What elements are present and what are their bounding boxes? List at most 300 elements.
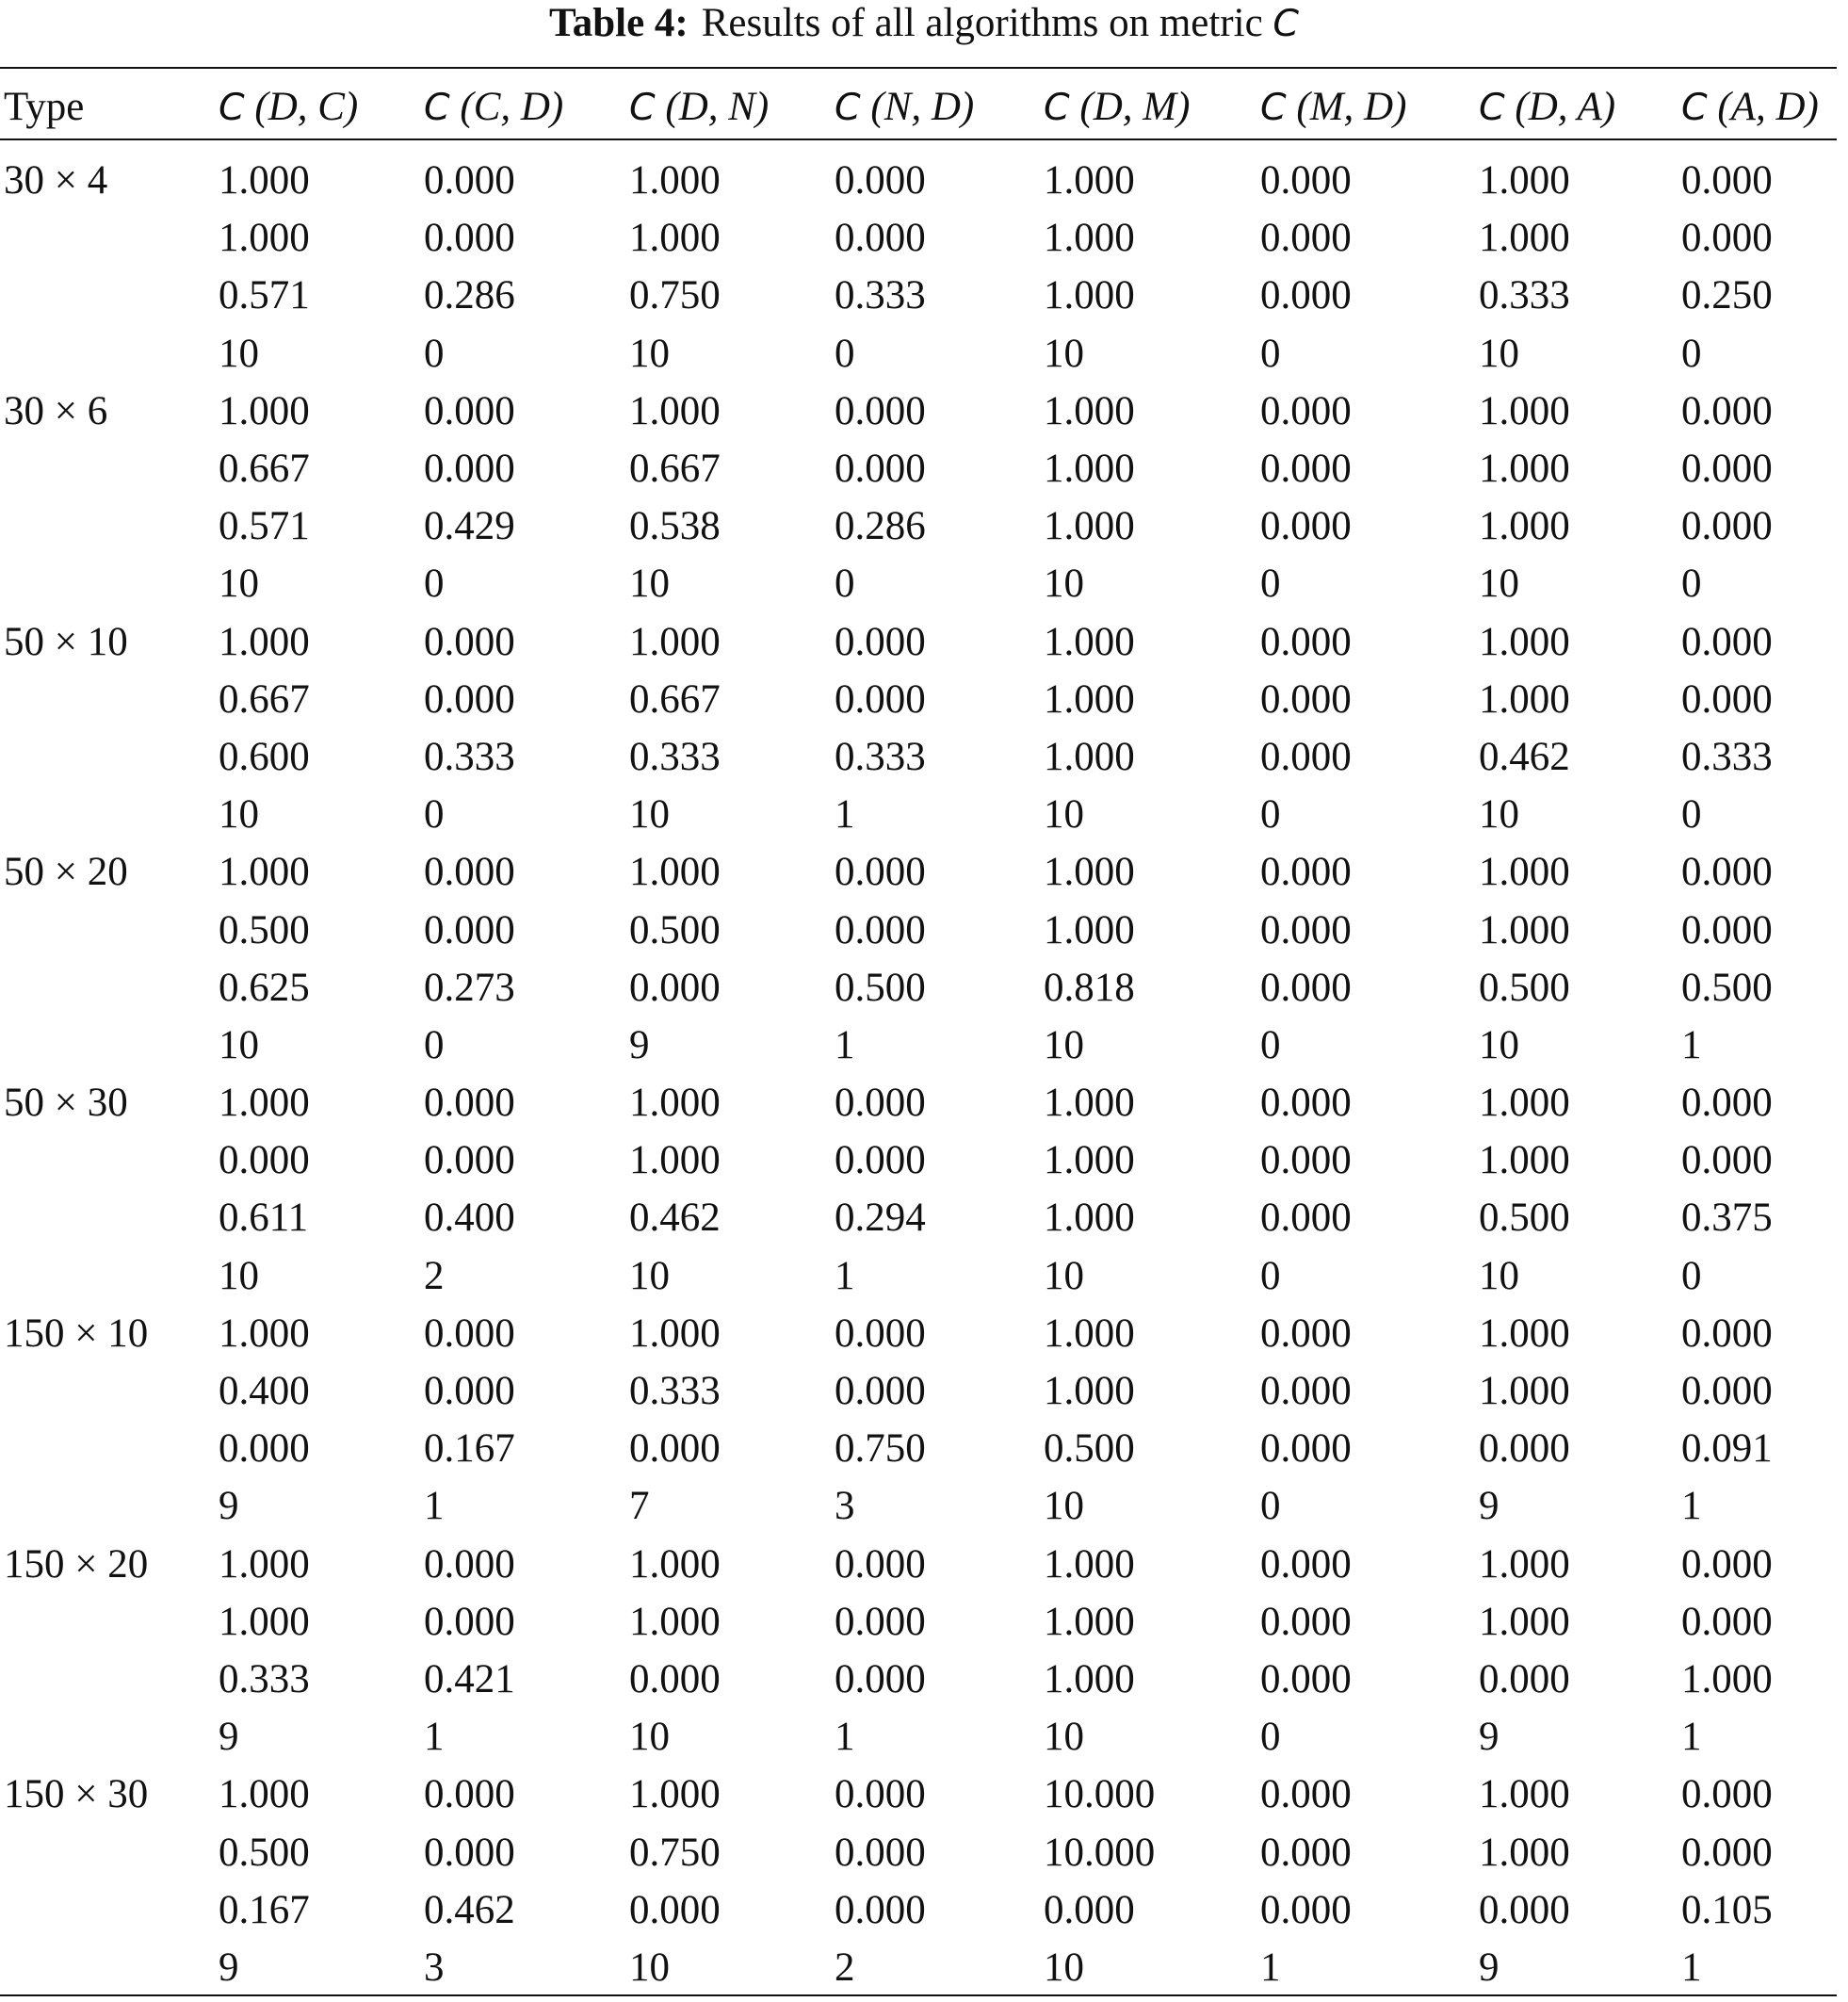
value-cell: 0 xyxy=(424,331,445,376)
table-row xyxy=(0,1823,1837,1880)
value-cell: 1.000 xyxy=(1044,676,1135,722)
value-cell: 0.333 xyxy=(1681,734,1773,779)
type-cell: 30 × 6 xyxy=(4,388,108,433)
type-cell: 150 × 30 xyxy=(4,1772,149,1817)
type-cell-empty xyxy=(0,786,219,843)
value-cell: 1.000 xyxy=(219,388,310,433)
value-cell: 1.000 xyxy=(1044,504,1135,549)
value-cell: 1.000 xyxy=(629,1772,721,1817)
table-row xyxy=(0,1651,1837,1708)
value-cell: 10 xyxy=(1044,1022,1084,1067)
type-cell-empty xyxy=(0,1881,219,1939)
value-cell: 0.000 xyxy=(424,388,515,433)
table-row xyxy=(0,555,1837,612)
value-cell: 10 xyxy=(1044,1945,1084,1990)
value-cell: 0.000 xyxy=(1260,158,1352,203)
table-top-rule xyxy=(0,67,1837,69)
value-cell: 3 xyxy=(835,1484,855,1529)
value-cell: 10 xyxy=(1479,1253,1519,1298)
value-cell: 0.667 xyxy=(629,447,721,492)
table-row xyxy=(0,1536,1837,1593)
table-row xyxy=(0,1305,1837,1362)
value-cell: 1.000 xyxy=(1479,447,1570,492)
value-cell: 9 xyxy=(219,1715,239,1760)
header-metric-symbol: C xyxy=(1479,86,1505,129)
header-metric-args: (D, N) xyxy=(665,85,770,129)
header-metric-symbol: C xyxy=(629,86,656,129)
value-cell: 1.000 xyxy=(629,158,721,203)
type-cell-empty xyxy=(0,209,219,267)
value-cell: 0.000 xyxy=(629,1887,721,1932)
value-cell: 1 xyxy=(424,1484,445,1529)
value-cell: 0.000 xyxy=(1681,1599,1773,1644)
value-cell: 9 xyxy=(1479,1484,1499,1529)
value-cell: 10 xyxy=(1044,1715,1084,1760)
value-cell: 0.000 xyxy=(629,965,721,1010)
value-cell: 0.000 xyxy=(1681,216,1773,261)
value-cell: 1.000 xyxy=(629,1138,721,1183)
table-caption xyxy=(0,0,1848,52)
value-cell: 0 xyxy=(1260,331,1281,376)
value-cell: 10 xyxy=(629,792,670,838)
header-metric-symbol: C xyxy=(1044,86,1070,129)
value-cell: 0 xyxy=(1681,1253,1702,1298)
value-cell: 0.750 xyxy=(629,273,721,318)
results-table xyxy=(0,75,1837,1996)
value-cell: 0.000 xyxy=(1681,619,1773,664)
value-cell: 0.273 xyxy=(424,965,515,1010)
table-row xyxy=(0,382,1837,440)
table-row xyxy=(0,1074,1837,1131)
value-cell: 10.000 xyxy=(1044,1772,1156,1817)
value-cell: 10 xyxy=(629,1945,670,1990)
value-cell: 0.000 xyxy=(1260,1196,1352,1241)
value-cell: 1.000 xyxy=(1044,907,1135,952)
value-cell: 1 xyxy=(1681,1484,1702,1529)
value-cell: 0.000 xyxy=(1260,676,1352,722)
table-row xyxy=(0,440,1837,497)
value-cell: 0.000 xyxy=(835,1830,926,1875)
value-cell: 0.000 xyxy=(1260,504,1352,549)
value-cell: 1.000 xyxy=(629,850,721,895)
value-cell: 1.000 xyxy=(1044,216,1135,261)
value-cell: 1.000 xyxy=(219,1081,310,1126)
header-metric-3 xyxy=(629,75,835,138)
value-cell: 1 xyxy=(424,1715,445,1760)
value-cell: 10 xyxy=(219,1022,259,1067)
value-cell: 1 xyxy=(835,792,855,838)
header-metric-args: (A, D) xyxy=(1717,85,1819,129)
table-row xyxy=(0,613,1837,671)
value-cell: 0.000 xyxy=(1681,1310,1773,1356)
value-cell: 0.500 xyxy=(1681,965,1773,1010)
value-cell: 1.000 xyxy=(629,388,721,433)
value-cell: 0.000 xyxy=(835,1138,926,1183)
table-row xyxy=(0,1766,1837,1823)
value-cell: 0.000 xyxy=(835,850,926,895)
table-row xyxy=(0,1017,1837,1074)
value-cell: 1.000 xyxy=(629,1541,721,1587)
value-cell: 0.333 xyxy=(219,1656,310,1701)
type-cell-empty xyxy=(0,555,219,612)
value-cell: 1.000 xyxy=(1479,1138,1570,1183)
type-cell-empty xyxy=(0,671,219,728)
value-cell: 1.000 xyxy=(1044,1599,1135,1644)
value-cell: 1.000 xyxy=(1479,388,1570,433)
type-cell-empty xyxy=(0,1651,219,1708)
value-cell: 10 xyxy=(1044,792,1084,838)
table-row xyxy=(0,959,1837,1017)
table-row xyxy=(0,1593,1837,1651)
value-cell: 0 xyxy=(835,331,855,376)
value-cell: 0.462 xyxy=(424,1887,515,1932)
value-cell: 1.000 xyxy=(219,158,310,203)
value-cell: 0 xyxy=(1681,331,1702,376)
value-cell: 0.400 xyxy=(424,1196,515,1241)
header-metric-symbol: C xyxy=(219,86,245,129)
value-cell: 0.000 xyxy=(1681,504,1773,549)
header-metric-1 xyxy=(219,75,424,138)
value-cell: 0.000 xyxy=(835,1887,926,1932)
type-cell: 150 × 20 xyxy=(4,1541,149,1587)
value-cell: 0.000 xyxy=(424,216,515,261)
value-cell: 1.000 xyxy=(629,1599,721,1644)
value-cell: 0.000 xyxy=(1260,1599,1352,1644)
value-cell: 1.000 xyxy=(1479,1310,1570,1356)
value-cell: 0.538 xyxy=(629,504,721,549)
type-cell-empty xyxy=(0,325,219,382)
value-cell: 0.000 xyxy=(1260,734,1352,779)
value-cell: 0.000 xyxy=(1260,965,1352,1010)
value-cell: 2 xyxy=(835,1945,855,1990)
value-cell: 1.000 xyxy=(1479,676,1570,722)
header-metric-5 xyxy=(1044,75,1260,138)
type-cell-empty xyxy=(0,1017,219,1074)
value-cell: 0 xyxy=(1260,1253,1281,1298)
value-cell: 0.000 xyxy=(835,1369,926,1414)
value-cell: 10 xyxy=(1044,1484,1084,1529)
value-cell: 0.000 xyxy=(424,1310,515,1356)
value-cell: 0 xyxy=(424,1022,445,1067)
table-row xyxy=(0,1131,1837,1189)
value-cell: 0.000 xyxy=(835,1310,926,1356)
value-cell: 0.625 xyxy=(219,965,310,1010)
value-cell: 0.000 xyxy=(835,1599,926,1644)
header-metric-args: (N, D) xyxy=(870,85,975,129)
value-cell: 0.000 xyxy=(424,1081,515,1126)
value-cell: 0 xyxy=(1681,792,1702,838)
value-cell: 0.000 xyxy=(424,1369,515,1414)
header-metric-symbol: C xyxy=(424,86,450,129)
value-cell: 10 xyxy=(219,792,259,838)
value-cell: 0.571 xyxy=(219,504,310,549)
value-cell: 10 xyxy=(1044,562,1084,607)
header-metric-symbol: C xyxy=(1260,86,1287,129)
value-cell: 0.000 xyxy=(1260,1656,1352,1701)
value-cell: 1.000 xyxy=(1044,1656,1135,1701)
value-cell: 1.000 xyxy=(1479,158,1570,203)
value-cell: 0.000 xyxy=(835,676,926,722)
type-cell-empty xyxy=(0,1247,219,1305)
value-cell: 0.000 xyxy=(1681,158,1773,203)
value-cell: 1.000 xyxy=(629,1081,721,1126)
value-cell: 0.500 xyxy=(1479,965,1570,1010)
value-cell: 0 xyxy=(1260,562,1281,607)
value-cell: 0.500 xyxy=(1044,1426,1135,1472)
value-cell: 0.000 xyxy=(1260,850,1352,895)
value-cell: 1.000 xyxy=(1479,1772,1570,1817)
value-cell: 0.000 xyxy=(1681,1138,1773,1183)
table-row xyxy=(0,1362,1837,1420)
value-cell: 0.000 xyxy=(1260,1541,1352,1587)
value-cell: 0.250 xyxy=(1681,273,1773,318)
header-metric-args: (C, D) xyxy=(460,85,564,129)
caption-text: Results of all algorithms on metric xyxy=(701,1,1263,45)
value-cell: 0.000 xyxy=(1260,1138,1352,1183)
type-cell-empty xyxy=(0,1420,219,1477)
value-cell: 1.000 xyxy=(1044,1541,1135,1587)
value-cell: 1.000 xyxy=(1044,273,1135,318)
value-cell: 1.000 xyxy=(1044,734,1135,779)
value-cell: 0.000 xyxy=(1681,388,1773,433)
header-metric-args: (D, A) xyxy=(1515,85,1616,129)
value-cell: 1.000 xyxy=(1681,1656,1773,1701)
value-cell: 1.000 xyxy=(1479,850,1570,895)
value-cell: 1.000 xyxy=(219,1599,310,1644)
value-cell: 0.000 xyxy=(1260,1426,1352,1472)
value-cell: 2 xyxy=(424,1253,445,1298)
value-cell: 0.667 xyxy=(629,676,721,722)
value-cell: 7 xyxy=(629,1484,650,1529)
type-cell: 50 × 10 xyxy=(4,619,128,664)
table-row xyxy=(0,1189,1837,1246)
value-cell: 0.167 xyxy=(219,1887,310,1932)
value-cell: 0.400 xyxy=(219,1369,310,1414)
type-cell-empty xyxy=(0,901,219,958)
type-cell-empty xyxy=(0,1823,219,1880)
value-cell: 3 xyxy=(424,1945,445,1990)
value-cell: 0.500 xyxy=(835,965,926,1010)
value-cell: 0.333 xyxy=(629,1369,721,1414)
header-metric-symbol: C xyxy=(835,86,861,129)
value-cell: 1.000 xyxy=(219,850,310,895)
value-cell: 10 xyxy=(629,1253,670,1298)
value-cell: 10 xyxy=(219,331,259,376)
value-cell: 10 xyxy=(1479,331,1519,376)
value-cell: 1.000 xyxy=(1044,1196,1135,1241)
value-cell: 0.000 xyxy=(1260,216,1352,261)
value-cell: 10 xyxy=(1479,1022,1519,1067)
value-cell: 0.000 xyxy=(424,1599,515,1644)
value-cell: 10 xyxy=(629,562,670,607)
table-row xyxy=(0,1477,1837,1535)
value-cell: 1.000 xyxy=(1044,619,1135,664)
value-cell: 0.000 xyxy=(424,1772,515,1817)
value-cell: 10 xyxy=(219,1253,259,1298)
value-cell: 9 xyxy=(1479,1715,1499,1760)
value-cell: 10 xyxy=(1044,1253,1084,1298)
value-cell: 0 xyxy=(424,562,445,607)
value-cell: 10 xyxy=(1479,792,1519,838)
value-cell: 0.000 xyxy=(1681,907,1773,952)
value-cell: 9 xyxy=(219,1945,239,1990)
value-cell: 0.286 xyxy=(835,504,926,549)
value-cell: 0.750 xyxy=(835,1426,926,1472)
value-cell: 0.000 xyxy=(1260,447,1352,492)
value-cell: 10 xyxy=(1479,562,1519,607)
value-cell: 0.000 xyxy=(1681,1369,1773,1414)
header-metric-7 xyxy=(1479,75,1681,138)
value-cell: 0.429 xyxy=(424,504,515,549)
value-cell: 0.000 xyxy=(424,158,515,203)
value-cell: 1.000 xyxy=(1479,1369,1570,1414)
value-cell: 0.000 xyxy=(835,1081,926,1126)
header-spacer xyxy=(0,138,1837,152)
type-cell-empty xyxy=(0,1477,219,1535)
value-cell: 10 xyxy=(1044,331,1084,376)
value-cell: 1.000 xyxy=(219,619,310,664)
value-cell: 1.000 xyxy=(1479,619,1570,664)
value-cell: 0.167 xyxy=(424,1426,515,1472)
value-cell: 1.000 xyxy=(1044,850,1135,895)
value-cell: 0.105 xyxy=(1681,1887,1773,1932)
value-cell: 1.000 xyxy=(1479,1599,1570,1644)
value-cell: 0.000 xyxy=(629,1426,721,1472)
value-cell: 0.000 xyxy=(835,447,926,492)
value-cell: 1.000 xyxy=(1044,447,1135,492)
value-cell: 0.667 xyxy=(219,676,310,722)
value-cell: 1.000 xyxy=(1044,388,1135,433)
value-cell: 1 xyxy=(835,1253,855,1298)
type-cell-empty xyxy=(0,1708,219,1766)
value-cell: 0.000 xyxy=(1260,1887,1352,1932)
value-cell: 1.000 xyxy=(1479,216,1570,261)
table-row xyxy=(0,1881,1837,1939)
header-metric-args: (M, D) xyxy=(1296,85,1407,129)
value-cell: 0.000 xyxy=(219,1138,310,1183)
type-cell-empty xyxy=(0,440,219,497)
value-cell: 0.375 xyxy=(1681,1196,1773,1241)
value-cell: 0.000 xyxy=(424,676,515,722)
table-row xyxy=(0,728,1837,786)
value-cell: 1.000 xyxy=(629,216,721,261)
value-cell: 0.000 xyxy=(835,388,926,433)
caption-metric-symbol: C xyxy=(1273,2,1300,45)
value-cell: 0.333 xyxy=(424,734,515,779)
value-cell: 0.000 xyxy=(219,1426,310,1472)
value-cell: 0.000 xyxy=(1681,447,1773,492)
value-cell: 0.333 xyxy=(629,734,721,779)
table-row xyxy=(0,209,1837,267)
caption-label: Table 4: xyxy=(548,1,689,45)
value-cell: 0.000 xyxy=(1681,850,1773,895)
value-cell: 0.286 xyxy=(424,273,515,318)
type-cell-empty xyxy=(0,959,219,1017)
value-cell: 10 xyxy=(219,562,259,607)
type-cell-empty xyxy=(0,267,219,324)
header-metric-2 xyxy=(424,75,629,138)
type-cell-empty xyxy=(0,728,219,786)
value-cell: 1 xyxy=(1260,1945,1281,1990)
value-cell: 0.000 xyxy=(1260,1772,1352,1817)
value-cell: 1 xyxy=(1681,1945,1702,1990)
value-cell: 9 xyxy=(629,1022,650,1067)
value-cell: 0.000 xyxy=(835,907,926,952)
value-cell: 1 xyxy=(1681,1715,1702,1760)
value-cell: 1.000 xyxy=(1044,1138,1135,1183)
value-cell: 1.000 xyxy=(219,1310,310,1356)
table-row xyxy=(0,901,1837,958)
value-cell: 0.000 xyxy=(1260,1369,1352,1414)
value-cell: 1.000 xyxy=(219,1772,310,1817)
table-row xyxy=(0,1420,1837,1477)
table-row xyxy=(0,1708,1837,1766)
value-cell: 1.000 xyxy=(1479,907,1570,952)
value-cell: 0.000 xyxy=(424,850,515,895)
table-row xyxy=(0,843,1837,901)
value-cell: 1.000 xyxy=(1044,1081,1135,1126)
value-cell: 0 xyxy=(1260,1022,1281,1067)
type-cell-empty xyxy=(0,1593,219,1651)
table-row xyxy=(0,497,1837,555)
value-cell: 1.000 xyxy=(1044,1369,1135,1414)
type-cell: 150 × 10 xyxy=(4,1310,149,1356)
value-cell: 0.000 xyxy=(835,619,926,664)
value-cell: 0.000 xyxy=(1479,1887,1570,1932)
value-cell: 1 xyxy=(835,1715,855,1760)
value-cell: 0.000 xyxy=(835,1772,926,1817)
table-header-row xyxy=(0,75,1837,138)
value-cell: 0.500 xyxy=(219,907,310,952)
value-cell: 10.000 xyxy=(1044,1830,1156,1875)
value-cell: 0.500 xyxy=(1479,1196,1570,1241)
table-body xyxy=(0,138,1837,1996)
value-cell: 1 xyxy=(1681,1022,1702,1067)
value-cell: 1.000 xyxy=(1479,1081,1570,1126)
value-cell: 0.000 xyxy=(1044,1887,1135,1932)
value-cell: 0.000 xyxy=(629,1656,721,1701)
value-cell: 1.000 xyxy=(1479,1541,1570,1587)
value-cell: 0.421 xyxy=(424,1656,515,1701)
value-cell: 0 xyxy=(1260,1715,1281,1760)
value-cell: 0.294 xyxy=(835,1196,926,1241)
value-cell: 1.000 xyxy=(1044,158,1135,203)
value-cell: 0.000 xyxy=(1260,619,1352,664)
value-cell: 0.000 xyxy=(1681,1541,1773,1587)
value-cell: 0.600 xyxy=(219,734,310,779)
value-cell: 1.000 xyxy=(1479,504,1570,549)
value-cell: 0.000 xyxy=(1479,1656,1570,1701)
table-row xyxy=(0,786,1837,843)
value-cell: 1.000 xyxy=(1044,1310,1135,1356)
value-cell: 1.000 xyxy=(1479,1830,1570,1875)
value-cell: 0.462 xyxy=(1479,734,1570,779)
value-cell: 1.000 xyxy=(629,1310,721,1356)
type-cell-empty xyxy=(0,1939,219,1996)
value-cell: 0.000 xyxy=(1260,388,1352,433)
table-row xyxy=(0,1247,1837,1305)
value-cell: 9 xyxy=(219,1484,239,1529)
value-cell: 0.667 xyxy=(219,447,310,492)
value-cell: 0.000 xyxy=(1479,1426,1570,1472)
value-cell: 0.750 xyxy=(629,1830,721,1875)
value-cell: 0.333 xyxy=(1479,273,1570,318)
value-cell: 0.462 xyxy=(629,1196,721,1241)
table-row xyxy=(0,152,1837,209)
header-metric-args: (D, M) xyxy=(1079,85,1191,129)
value-cell: 0.000 xyxy=(835,158,926,203)
value-cell: 1.000 xyxy=(219,216,310,261)
